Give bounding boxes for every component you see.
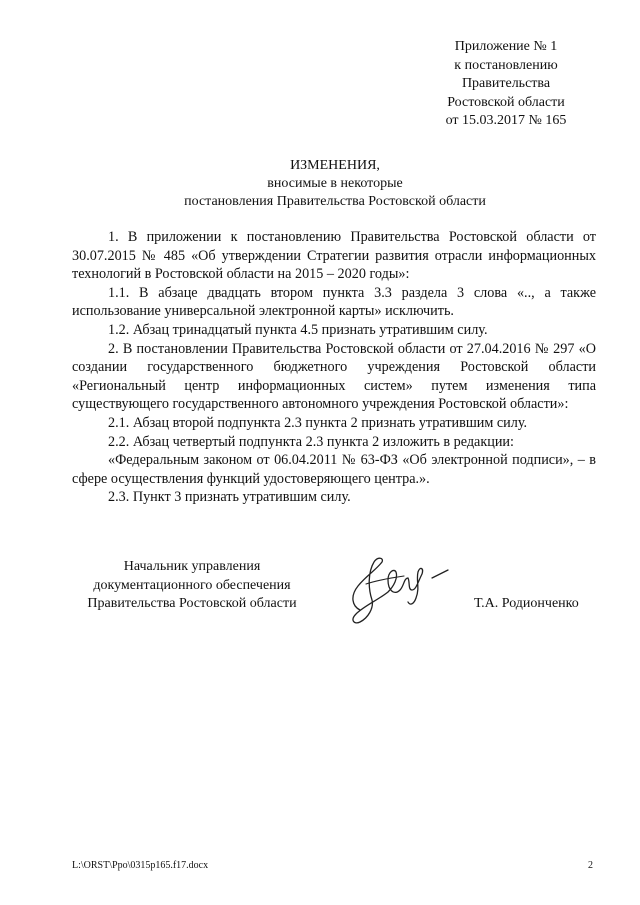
- paragraph-quote: «Федеральным законом от 06.04.2011 № 63-ФЗ «Об электронной подписи», – в сфере осуществления функций удостоверяющего центра.».: [72, 452, 596, 487]
- paragraph-2: 2. В постановлении Правительства Ростовской области от 27.04.2016 № 297 «О создании государственного бюджетного учреждения Ростовской области «Региональный центр информационных систем» путем изменения типа существующего государственного автономного учреждения Ростовской области»:: [72, 340, 596, 413]
- signatory-position-line-1: Начальник управления: [123, 559, 261, 574]
- signatory-position: [72, 558, 312, 614]
- appendix-line-3: Правительства: [461, 76, 551, 91]
- paragraph-2-2: 2.2. Абзац четвертый подпункта 2.3 пункта 2 изложить в редакции:: [108, 433, 514, 450]
- paragraph-1-1: 1.1. В абзаце двадцать втором пункта 3.3 раздела 3 слова «.., а также использование универсальной электронной карты» исключить.: [72, 284, 596, 320]
- paragraph-2-3: 2.3. Пункт 3 признать утратившим силу.: [108, 489, 351, 506]
- signatory-position-line-2: документационного обеспечения: [93, 577, 291, 593]
- handwritten-signature: [338, 548, 458, 630]
- appendix-line-4: Ростовской области: [447, 94, 565, 110]
- appendix-line-2: к постановлению: [454, 57, 558, 73]
- signatory-name: Т.А. Родионченко: [474, 596, 579, 611]
- signatory-position-line-3: Правительства Ростовской области: [87, 596, 297, 611]
- footer-file-path: L:\ORST\Ppo\0315p165.f17.docx: [72, 860, 209, 871]
- appendix-reference: [408, 38, 604, 131]
- paragraph-1: 1. В приложении к постановлению Правительства Ростовской области от 30.07.2015 № 485 «Об утверждении Стратегии развития отрасли информационных технологий в Ростовской области на 2015 – 2020 годы»:: [72, 229, 596, 283]
- page-number: 2: [588, 860, 593, 871]
- document-subtitle-line-1: вносимые в некоторые: [267, 176, 403, 191]
- document-heading: [150, 157, 520, 211]
- document-subtitle-line-2: постановления Правительства Ростовской области: [184, 194, 486, 209]
- document-title: ИЗМЕНЕНИЯ,: [290, 158, 380, 173]
- appendix-line-1: Приложение № 1: [454, 39, 558, 54]
- appendix-line-5: от 15.03.2017 № 165: [445, 113, 567, 128]
- paragraph-1-2: 1.2. Абзац тринадцатый пункта 4.5 признать утратившим силу.: [108, 321, 488, 338]
- paragraph-2-1: 2.1. Абзац второй подпункта 2.3 пункта 2 признать утратившим силу.: [108, 414, 528, 431]
- document-body: [72, 228, 596, 507]
